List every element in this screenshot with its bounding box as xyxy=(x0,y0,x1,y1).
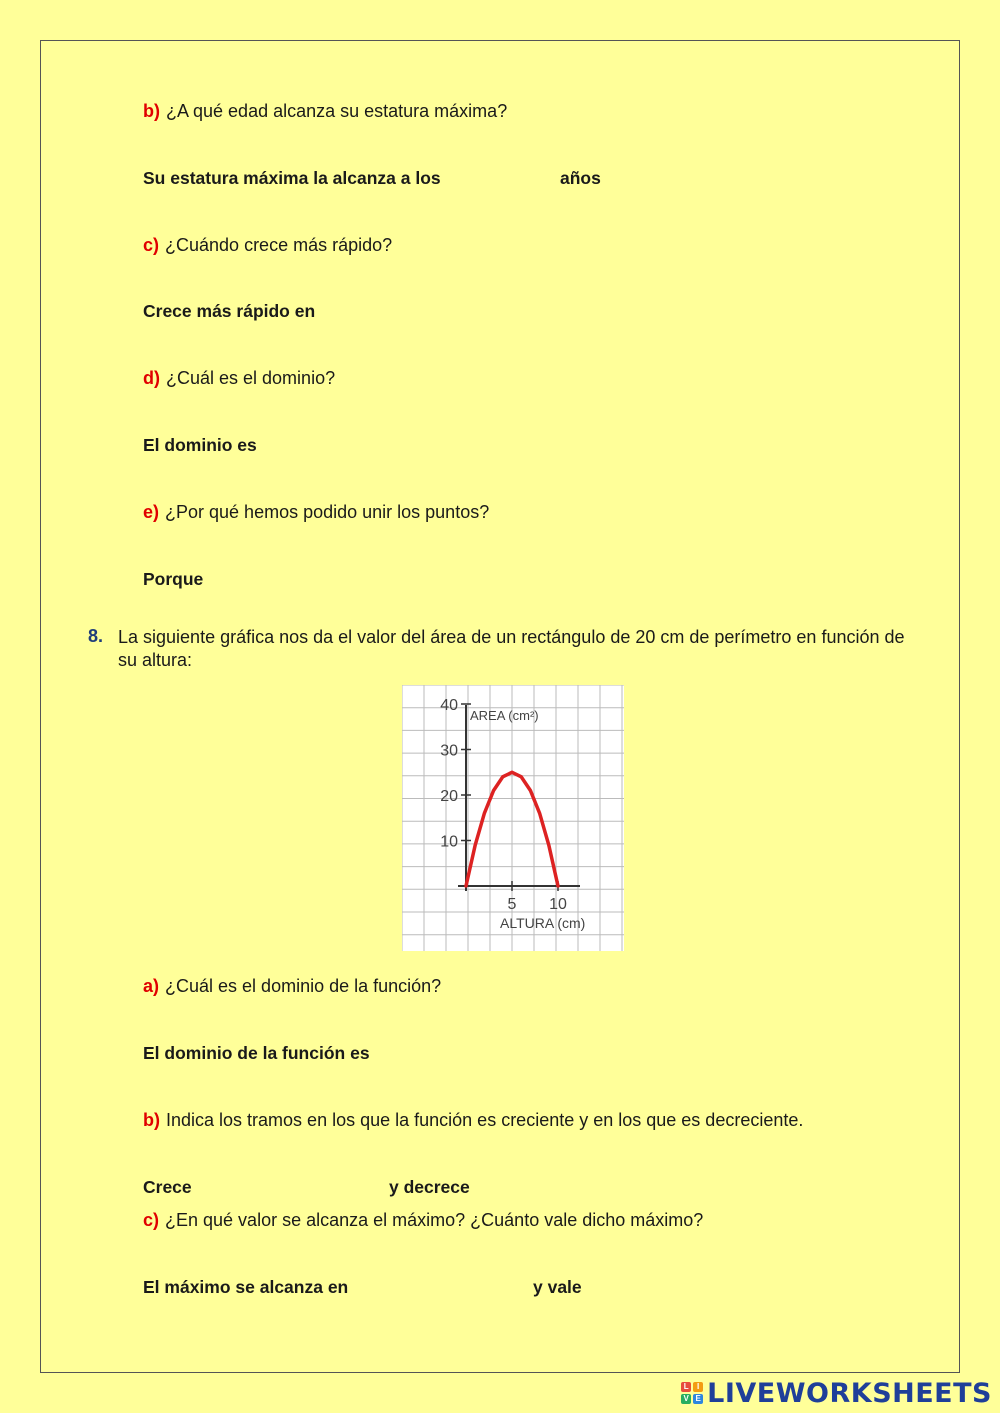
logo-tile: V xyxy=(681,1394,691,1404)
logo-tile: I xyxy=(693,1382,703,1392)
answer-e: Porque xyxy=(143,569,204,589)
x-tick-label: 10 xyxy=(549,896,567,913)
answer-8c-right: y vale xyxy=(533,1277,582,1297)
question-letter: b) xyxy=(143,101,160,121)
answer-b-right: años xyxy=(560,168,601,188)
question-letter: a) xyxy=(143,976,160,996)
answer-8c-left: El máximo se alcanza en xyxy=(143,1277,349,1297)
question-text: Indica los tramos en los que la función es creciente y en los que es decreciente. xyxy=(166,1110,804,1130)
answer-d: El dominio es xyxy=(143,435,257,455)
answer-8a: El dominio de la función es xyxy=(143,1043,370,1063)
question-d xyxy=(143,368,335,389)
question-letter: e) xyxy=(143,502,160,522)
answer-c: Crece más rápido en xyxy=(143,301,316,321)
y-axis-label: AREA (cm²) xyxy=(470,708,539,723)
logo-tiles-icon xyxy=(681,1382,703,1404)
question-letter: c) xyxy=(143,1210,160,1230)
exercise-statement: La siguiente gráfica nos da el valor del área de un rectángulo de 20 cm de perímetro en función de su altura: xyxy=(118,627,905,670)
question-letter: d) xyxy=(143,368,160,388)
y-tick-label: 20 xyxy=(440,788,458,805)
question-letter: b) xyxy=(143,1110,160,1130)
question-e xyxy=(143,502,489,523)
y-tick-label: 40 xyxy=(440,697,458,714)
x-axis-label: ALTURA (cm) xyxy=(500,915,586,931)
question-text: ¿En qué valor se alcanza el máximo? ¿Cuánto vale dicho máximo? xyxy=(165,1210,704,1230)
x-tick-label: 5 xyxy=(507,896,517,913)
logo-text: LIVEWORKSHEETS xyxy=(707,1377,992,1409)
question-text: ¿Cuál es el dominio de la función? xyxy=(165,976,442,996)
area-function-chart xyxy=(402,685,624,951)
y-tick-label: 30 xyxy=(440,742,458,760)
logo-tile: L xyxy=(681,1382,691,1392)
answer-b-left: Su estatura máxima la alcanza a los xyxy=(143,168,441,188)
answer-8b-right: y decrece xyxy=(389,1177,470,1197)
question-text: ¿A qué edad alcanza su estatura máxima? xyxy=(166,101,508,121)
question-text: ¿Cuándo crece más rápido? xyxy=(165,235,393,255)
question-text: ¿Cuál es el dominio? xyxy=(166,368,336,388)
liveworksheets-logo xyxy=(681,1376,992,1410)
question-8c xyxy=(143,1210,703,1231)
logo-tile: E xyxy=(693,1394,703,1404)
answer-8b-left: Crece xyxy=(143,1177,192,1197)
question-letter: c) xyxy=(143,235,160,255)
question-b xyxy=(143,101,507,122)
y-tick-label: 10 xyxy=(440,833,458,851)
question-8a xyxy=(143,976,441,997)
exercise-number: 8. xyxy=(88,626,104,646)
question-8b xyxy=(143,1110,803,1131)
question-c xyxy=(143,235,392,256)
question-text: ¿Por qué hemos podido unir los puntos? xyxy=(165,502,490,522)
